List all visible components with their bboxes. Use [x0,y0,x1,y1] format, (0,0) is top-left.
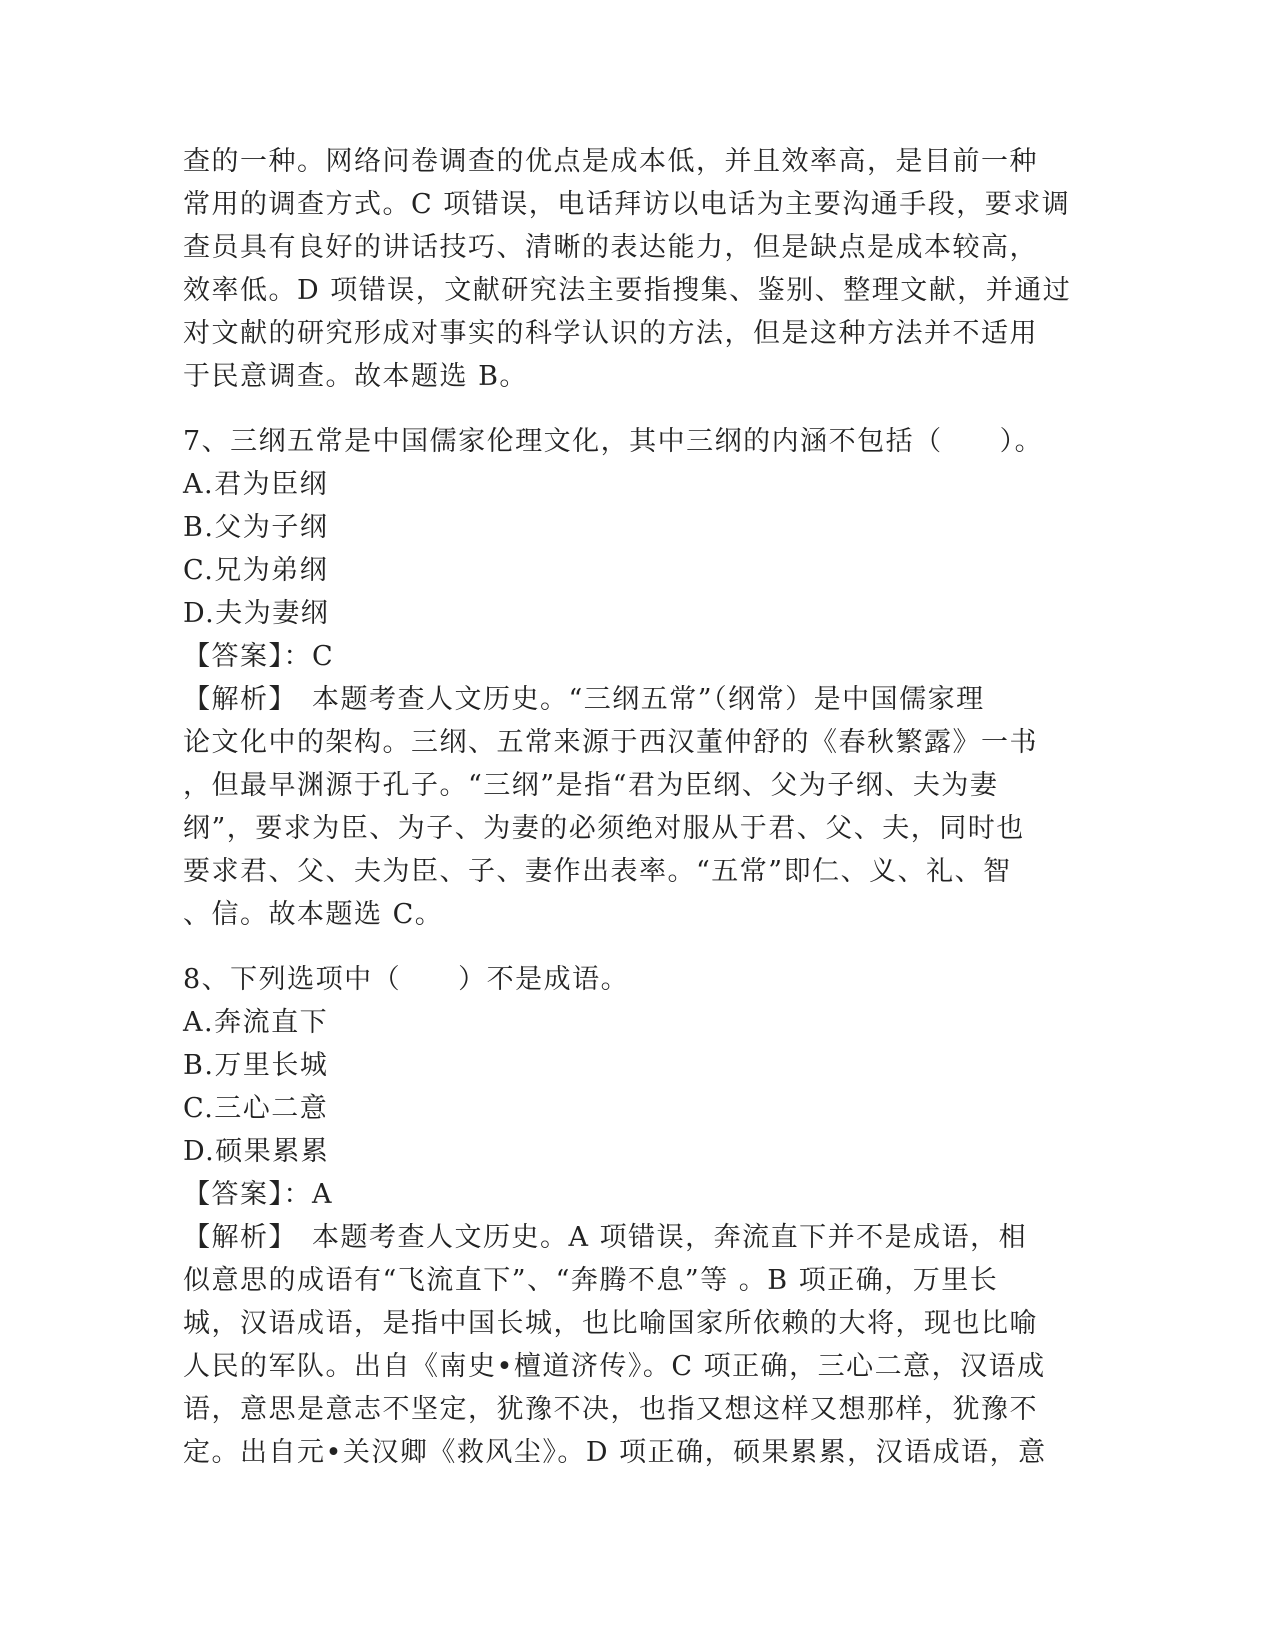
question-text: 7、三纲五常是中国儒家伦理文化，其中三纲的内涵不包括（ ）。 [183,426,1044,457]
explanation-line: 纲”，要求为臣、为子、为妻的必须绝对服从于君、父、夫，同时也 [183,813,1025,844]
text-line: 查的一种。网络问卷调查的优点是成本低，并且效率高，是目前一种 [183,146,1038,177]
question-text: 8、下列选项中（ ）不是成语。 [183,964,630,995]
option-c: C.三心二意 [183,1093,329,1124]
option-d: D.夫为妻纲 [183,598,330,629]
explanation-line: ，但最早渊源于孔子。“三纲”是指“君为臣纲、父为子纲、夫为妻 [183,770,999,801]
explanation-line: 要求君、父、夫为臣、子、妻作出表率。“五常”即仁、义、礼、智 [183,856,1012,887]
answer: 【答案】：A [183,1179,333,1210]
explanation-line: 【解析】 本题考查人文历史。A 项错误，奔流直下并不是成语，相 [183,1222,1028,1253]
document-page [183,140,1083,1474]
explanation-line: 定。出自元•关汉卿《救风尘》。D 项正确，硕果累累，汉语成语，意 [183,1437,1047,1468]
option-b: B.父为子纲 [183,512,329,543]
previous-explanation [183,140,1083,398]
text-line: 效率低。D 项错误，文献研究法主要指搜集、鉴别、整理文献，并通过 [183,275,1072,306]
spacer [183,936,1083,958]
explanation-line: 似意思的成语有“飞流直下”、“奔腾不息”等 。B 项正确，万里长 [183,1265,999,1296]
answer: 【答案】：C [183,641,335,672]
option-a: A.君为臣纲 [183,469,329,500]
option-d: D.硕果累累 [183,1136,330,1167]
explanation-line: 人民的军队。出自《南史•檀道济传》。C 项正确，三心二意，汉语成 [183,1351,1046,1382]
explanation-line: 城，汉语成语，是指中国长城，也比喻国家所依赖的大将，现也比喻 [183,1308,1038,1339]
explanation-line: 论文化中的架构。三纲、五常来源于西汉董仲舒的《春秋繁露》一书 [183,727,1038,758]
explanation-line: 语，意思是意志不坚定，犹豫不决，也指又想这样又想那样，犹豫不 [183,1394,1038,1425]
question-7 [183,420,1083,936]
question-8 [183,958,1083,1474]
text-line: 查员具有良好的讲话技巧、清晰的表达能力，但是缺点是成本较高， [183,232,1038,263]
text-line: 对文献的研究形成对事实的科学认识的方法，但是这种方法并不适用 [183,318,1038,349]
option-a: A.奔流直下 [183,1007,329,1038]
text-line: 于民意调查。故本题选 B。 [183,361,528,392]
option-c: C.兄为弟纲 [183,555,329,586]
explanation-line: 、信。故本题选 C。 [183,899,444,930]
text-line: 常用的调查方式。C 项错误，电话拜访以电话为主要沟通手段，要求调 [183,189,1071,220]
spacer [183,398,1083,420]
explanation-line: 【解析】 本题考查人文历史。“三纲五常”（纲常）是中国儒家理 [183,684,985,715]
option-b: B.万里长城 [183,1050,329,1081]
